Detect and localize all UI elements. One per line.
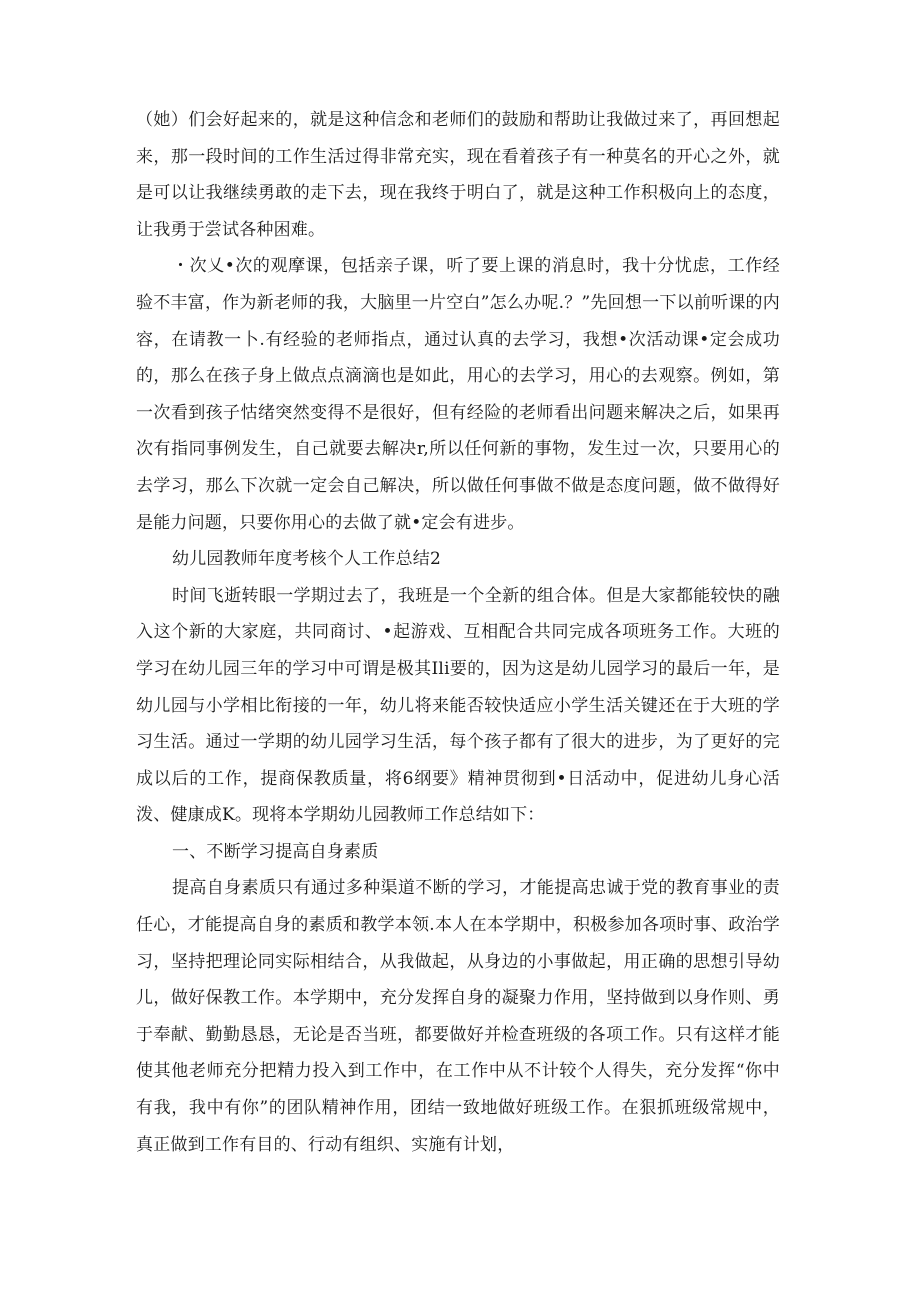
document-page bbox=[136, 102, 780, 1163]
section-title: 幼儿园教师年度考核个人工作总结2 bbox=[172, 549, 442, 570]
paragraph-4: 提高自身素质只有通过多种渠道不断的学习，才能提高忠诚于党的教育事业的责任心，才能提高自身的素质和教学本领.本人在本学期中，积极参加各项时事、政治学习，坚持把理论同实际相结合，从我做起，从身边的小事做起，用正确的思想引导幼儿，做好保教工作。本学期中，充分发挥自身的凝聚力作用，坚持做到以身作则、勇于奉献、勤勤恳恳，无论是否当班，都要做好并检查班级的各项工作。只有这样才能使其他老师充分把精力投入到工作中，在工作中从不计较个人得失，充分发挥“你中有我，我中有你”的团队精神作用，团结一致地做好班级工作。在狠抓班级常规中，真正做到工作有目的、行动有组织、实施有计划， bbox=[136, 878, 780, 1155]
paragraph-1: （她）们会好起来的，就是这种信念和老师们的鼓励和帮助让我做过来了，再回想起来，那一段时间的工作生活过得非常充实，现在看着孩子有一种莫名的开心之外，就是可以让我继续勇敢的走下去，现在我终于明白了，就是这种工作积极向上的态度，让我勇于尝试各种困难。 bbox=[136, 110, 780, 240]
paragraph-2: ・次乂•次的观摩课，包括亲子课，听了要上课的消息时，我十分忧虑，工作经验不丰富，作为新老师的我，大脑里一片空白”怎么办呢.？”先回想一下以前听课的内容，在请教一卜.有经验的老师指点，通过认真的去学习，我想•次活动课•定会成功的，那么在孩子身上做点点滴滴也是如此，用心的去学习，用心的去观察。例如，第一次看到孩子怙绪突然变得不是很好，但有经险的老师看出问题来解决之后，如果再次有指同事例发生，自己就要去解决r,所以任何新的事物，发生过一次，只要用心的去学习，那么下次就一定会自己解决，所以做任何事做不做是态度问题，做不做得好是能力问题，只要你用心的去做了就•定会有进步。 bbox=[136, 256, 780, 533]
paragraph-3: 时间飞逝转眼一学期过去了，我班是一个全新的组合体。但是大家都能较快的融入这个新的大家庭，共同商讨、•起游戏、互相配合共同完成各项班务工作。大班的学习在幼儿园三年的学习中可谓是极其Ili要的，因为这是幼儿园学习的最后一年，是幼儿园与小学相比衔接的一年，幼儿将来能否较快适应小学生活关键还在于大班的学习生活。通过一学期的幼儿园学习生活，每个孩子都有了很大的进步，为了更好的完成以后的工作，提商保教质量，将6纲要》精神贯彻到•日活动中，促进幼儿身心活泼、健康成K。现将本学期幼儿园教师工作总结如下： bbox=[136, 585, 780, 826]
subsection-heading: 一、不断学习提高自身素质 bbox=[172, 841, 379, 862]
